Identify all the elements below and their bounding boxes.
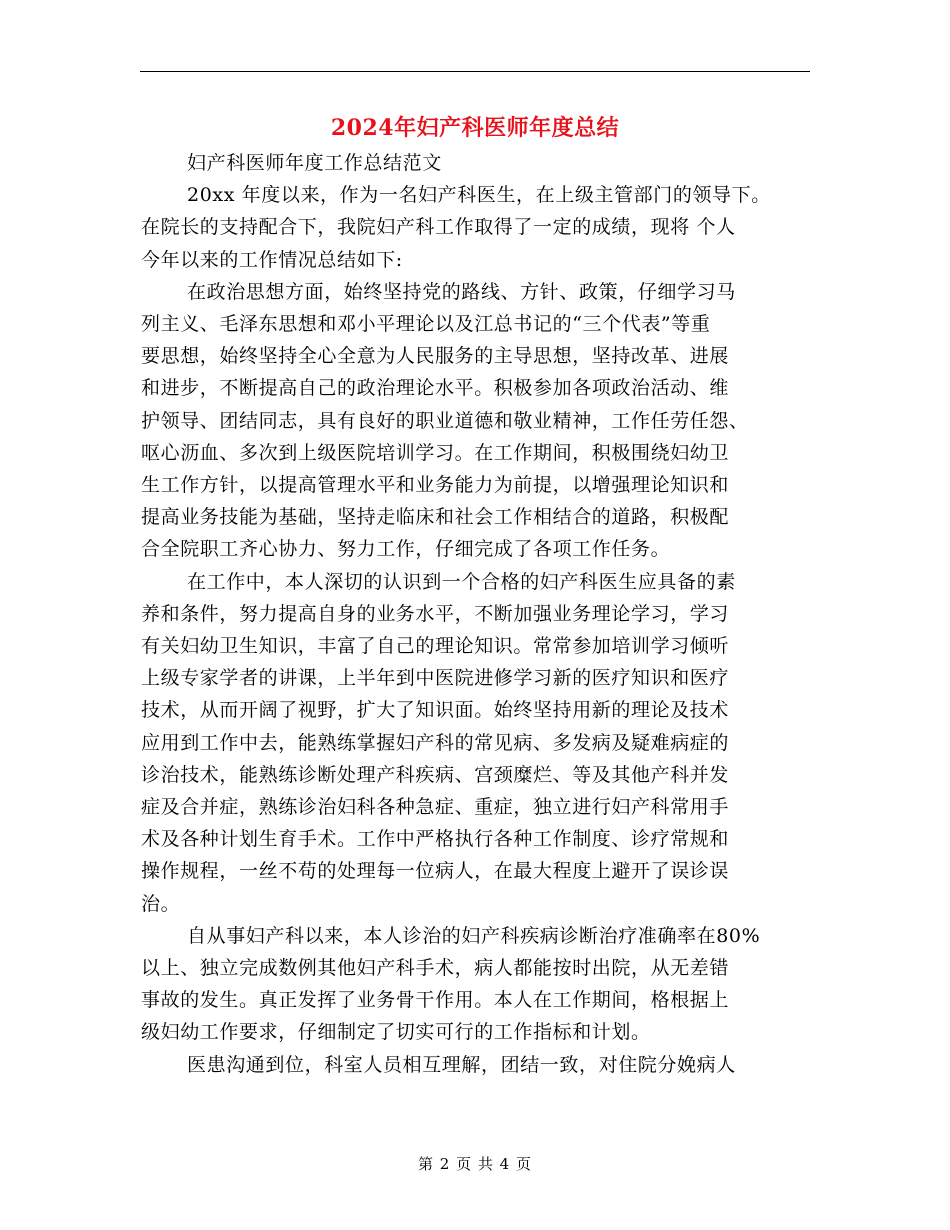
paragraph-line: 术及各种计划生育手术。工作中严格执行各种工作制度、诊疗常规和 bbox=[141, 828, 730, 851]
paragraph-line: 事故的发生。真正发挥了业务骨干作用。本人在工作期间，格根据上 bbox=[141, 989, 730, 1012]
paragraph-line: 操作规程，一丝不苟的处理每一位病人，在最大程度上避开了误诊误 bbox=[141, 860, 730, 883]
page-indicator: 第 2 页 共 4 页 bbox=[418, 1155, 532, 1173]
paragraph-line: 20xx 年度以来，作为一名妇产科医生，在上级主管部门的领导下。 bbox=[187, 184, 771, 207]
document-body bbox=[141, 147, 813, 1081]
paragraph-line: 在院长的支持配合下，我院妇产科工作取得了一定的成绩，现将 个人 bbox=[141, 216, 736, 239]
paragraph-line: 在政治思想方面，始终坚持党的路线、方针、政策，仔细学习马 bbox=[187, 280, 736, 303]
paragraph bbox=[141, 566, 813, 920]
paragraph-line: 自从事妇产科以来，本人诊治的妇产科疾病诊断治疗准确率在80% bbox=[187, 924, 761, 947]
paragraph bbox=[141, 276, 813, 566]
paragraph-line: 生工作方针，以提高管理水平和业务能力为前提，以增强理论知识和 bbox=[141, 474, 730, 497]
paragraph bbox=[141, 147, 813, 179]
paragraph-line: 以上、独立完成数例其他妇产科手术，病人都能按时出院，从无差错 bbox=[141, 957, 730, 980]
paragraph bbox=[141, 1049, 813, 1081]
paragraph-line: 技术，从而开阔了视野，扩大了知识面。始终坚持用新的理论及技术 bbox=[141, 699, 730, 722]
paragraph-line: 列主义、毛泽东思想和邓小平理论以及江总书记的“三个代表”等重 bbox=[141, 313, 711, 336]
paragraph bbox=[141, 920, 813, 1049]
paragraph-line: 级妇幼工作要求，仔细制定了切实可行的工作指标和计划。 bbox=[141, 1021, 651, 1044]
paragraph-line: 上级专家学者的讲课，上半年到中医院进修学习新的医疗知识和医疗 bbox=[141, 667, 730, 690]
paragraph-line: 诊治技术，能熟练诊断处理产科疾病、宫颈糜烂、等及其他产科并发 bbox=[141, 763, 730, 786]
paragraph-line: 今年以来的工作情况总结如下: bbox=[141, 248, 403, 271]
paragraph-line: 要思想，始终坚持全心全意为人民服务的主导思想，坚持改革、进展 bbox=[141, 345, 730, 368]
paragraph-line: 护领导、团结同志，具有良好的职业道德和敬业精神，工作任劳任怨、 bbox=[141, 409, 749, 432]
paragraph-line: 合全院职工齐心协力、努力工作，仔细完成了各项工作任务。 bbox=[141, 538, 671, 561]
paragraph-line: 和进步，不断提高自己的政治理论水平。积极参加各项政治活动、维 bbox=[141, 377, 730, 400]
header-rule bbox=[140, 71, 810, 72]
paragraph-line: 呕心沥血、多次到上级医院培训学习。在工作期间，积极围绕妇幼卫 bbox=[141, 441, 730, 464]
paragraph-line: 医患沟通到位，科室人员相互理解，团结一致，对住院分娩病人 bbox=[187, 1053, 736, 1076]
paragraph-line: 症及合并症，熟练诊治妇科各种急症、重症，独立进行妇产科常用手 bbox=[141, 796, 730, 819]
paragraph bbox=[141, 179, 813, 276]
paragraph-line: 治。 bbox=[141, 892, 181, 915]
paragraph-line: 应用到工作中去，能熟练掌握妇产科的常见病、多发病及疑难病症的 bbox=[141, 731, 730, 754]
paragraph-line: 妇产科医师年度工作总结范文 bbox=[187, 152, 442, 174]
paragraph-line: 在工作中，本人深切的认识到一个合格的妇产科医生应具备的素 bbox=[187, 570, 736, 593]
paragraph-line: 提高业务技能为基础，坚持走临床和社会工作相结合的道路，积极配 bbox=[141, 506, 730, 529]
paragraph-line: 养和条件，努力提高自身的业务水平，不断加强业务理论学习，学习 bbox=[141, 602, 730, 625]
paragraph-line: 有关妇幼卫生知识，丰富了自己的理论知识。常常参加培训学习倾听 bbox=[141, 635, 730, 658]
document-title: 2024年妇产科医师年度总结 bbox=[330, 115, 620, 141]
